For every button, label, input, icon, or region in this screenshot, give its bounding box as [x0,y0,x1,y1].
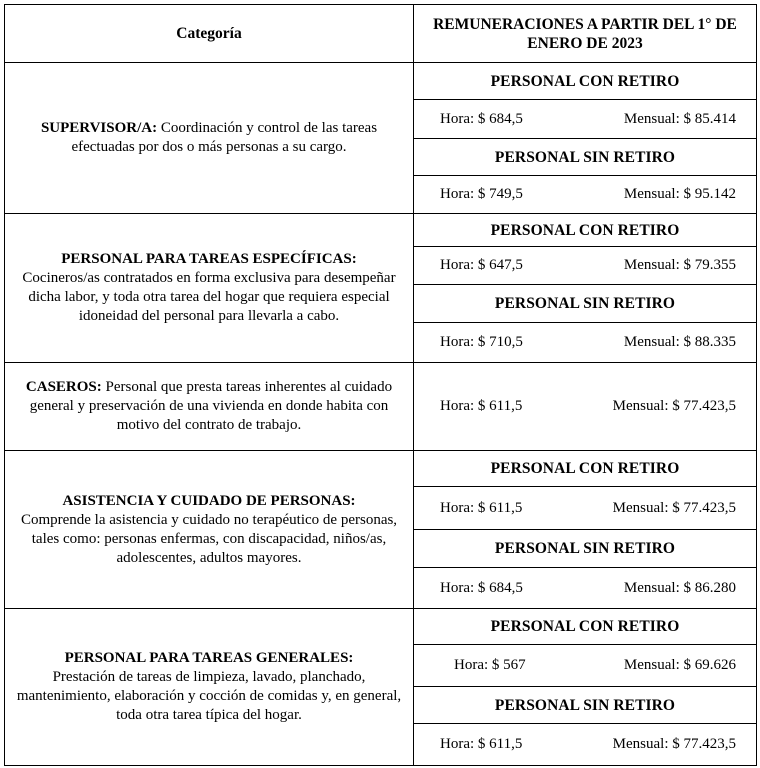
label-con-retiro: PERSONAL CON RETIRO [414,63,757,100]
monthly-rate: Mensual: $ 77.423,5 [612,398,736,414]
hourly-rate: Hora: $ 710,5 [440,334,523,350]
hourly-rate: Hora: $ 684,5 [440,579,523,596]
category-title: PERSONAL PARA TAREAS GENERALES: [64,650,354,666]
pay-cell [414,363,757,451]
label-sin-retiro: PERSONAL SIN RETIRO [414,285,757,323]
category-description: Personal que presta tareas inherentes al cuidado general y preservación de una vivienda en donde habita con motivo del contrato de trabajo. [29,379,393,433]
monthly-rate: Mensual: $ 79.355 [623,257,736,273]
category-description: Cocineros/as contratados en forma exclusiva para desempeñar dicha labor, y toda otra tarea del hogar que requiera especial idoneidad del personal para llevarla a cabo. [22,270,396,324]
category-title: CASEROS: [25,379,102,395]
header-categoria: Categoría [5,5,414,63]
salary-table [4,4,757,766]
hourly-rate: Hora: $ 611,5 [440,499,523,516]
monthly-rate: Mensual: $ 77.423,5 [612,499,736,516]
table-row [5,214,757,247]
table-row [5,451,757,487]
category-asistencia [5,451,414,609]
hourly-rate: Hora: $ 611,5 [440,736,523,752]
hourly-rate: Hora: $ 684,5 [440,110,523,127]
pay-cell [414,568,757,609]
hourly-rate: Hora: $ 611,5 [440,398,523,414]
monthly-rate: Mensual: $ 88.335 [623,334,736,350]
monthly-rate: Mensual: $ 85.414 [623,110,736,127]
category-title: PERSONAL PARA TAREAS ESPECÍFICAS: [61,251,357,267]
label-sin-retiro: PERSONAL SIN RETIRO [414,139,757,176]
table-row [5,609,757,645]
label-con-retiro: PERSONAL CON RETIRO [414,451,757,487]
category-title: ASISTENCIA Y CUIDADO DE PERSONAS: [62,492,356,509]
monthly-rate: Mensual: $ 86.280 [623,579,736,596]
hourly-rate: Hora: $ 647,5 [440,257,523,273]
category-description: Prestación de tareas de limpieza, lavado, planchado, mantenimiento, elaboración y cocción de comidas y, en general, toda otra tarea típica del hogar. [16,669,402,723]
label-con-retiro: PERSONAL CON RETIRO [414,214,757,247]
header-row [5,5,757,63]
monthly-rate: Mensual: $ 69.626 [623,657,736,673]
label-con-retiro: PERSONAL CON RETIRO [414,609,757,645]
category-title: SUPERVISOR/A: [40,120,158,136]
pay-cell [414,724,757,766]
pay-cell [414,176,757,214]
pay-cell [414,645,757,687]
monthly-rate: Mensual: $ 77.423,5 [612,736,736,752]
pay-cell [414,487,757,530]
table-row [5,363,757,451]
category-caseros [5,363,414,451]
pay-cell [414,100,757,139]
category-description: Coordinación y control de las tareas efectuadas por dos o más personas a su cargo. [71,120,378,155]
category-description: Comprende la asistencia y cuidado no terapéutico de personas, tales como: personas enfermas, con discapacidad, niños/as, adolescentes, adultos mayores. [20,511,398,566]
label-sin-retiro: PERSONAL SIN RETIRO [414,530,757,568]
category-tareas-especificas [5,214,414,363]
monthly-rate: Mensual: $ 95.142 [623,186,736,202]
pay-cell [414,247,757,285]
category-tareas-generales [5,609,414,766]
category-supervisor [5,63,414,214]
label-sin-retiro: PERSONAL SIN RETIRO [414,687,757,724]
hourly-rate: Hora: $ 567 [454,657,526,673]
hourly-rate: Hora: $ 749,5 [440,186,523,202]
salary-document [4,4,756,766]
header-remuneraciones: REMUNERACIONES A PARTIR DEL 1° DE ENERO DE 2023 [414,5,757,63]
table-row [5,63,757,100]
pay-cell [414,323,757,363]
